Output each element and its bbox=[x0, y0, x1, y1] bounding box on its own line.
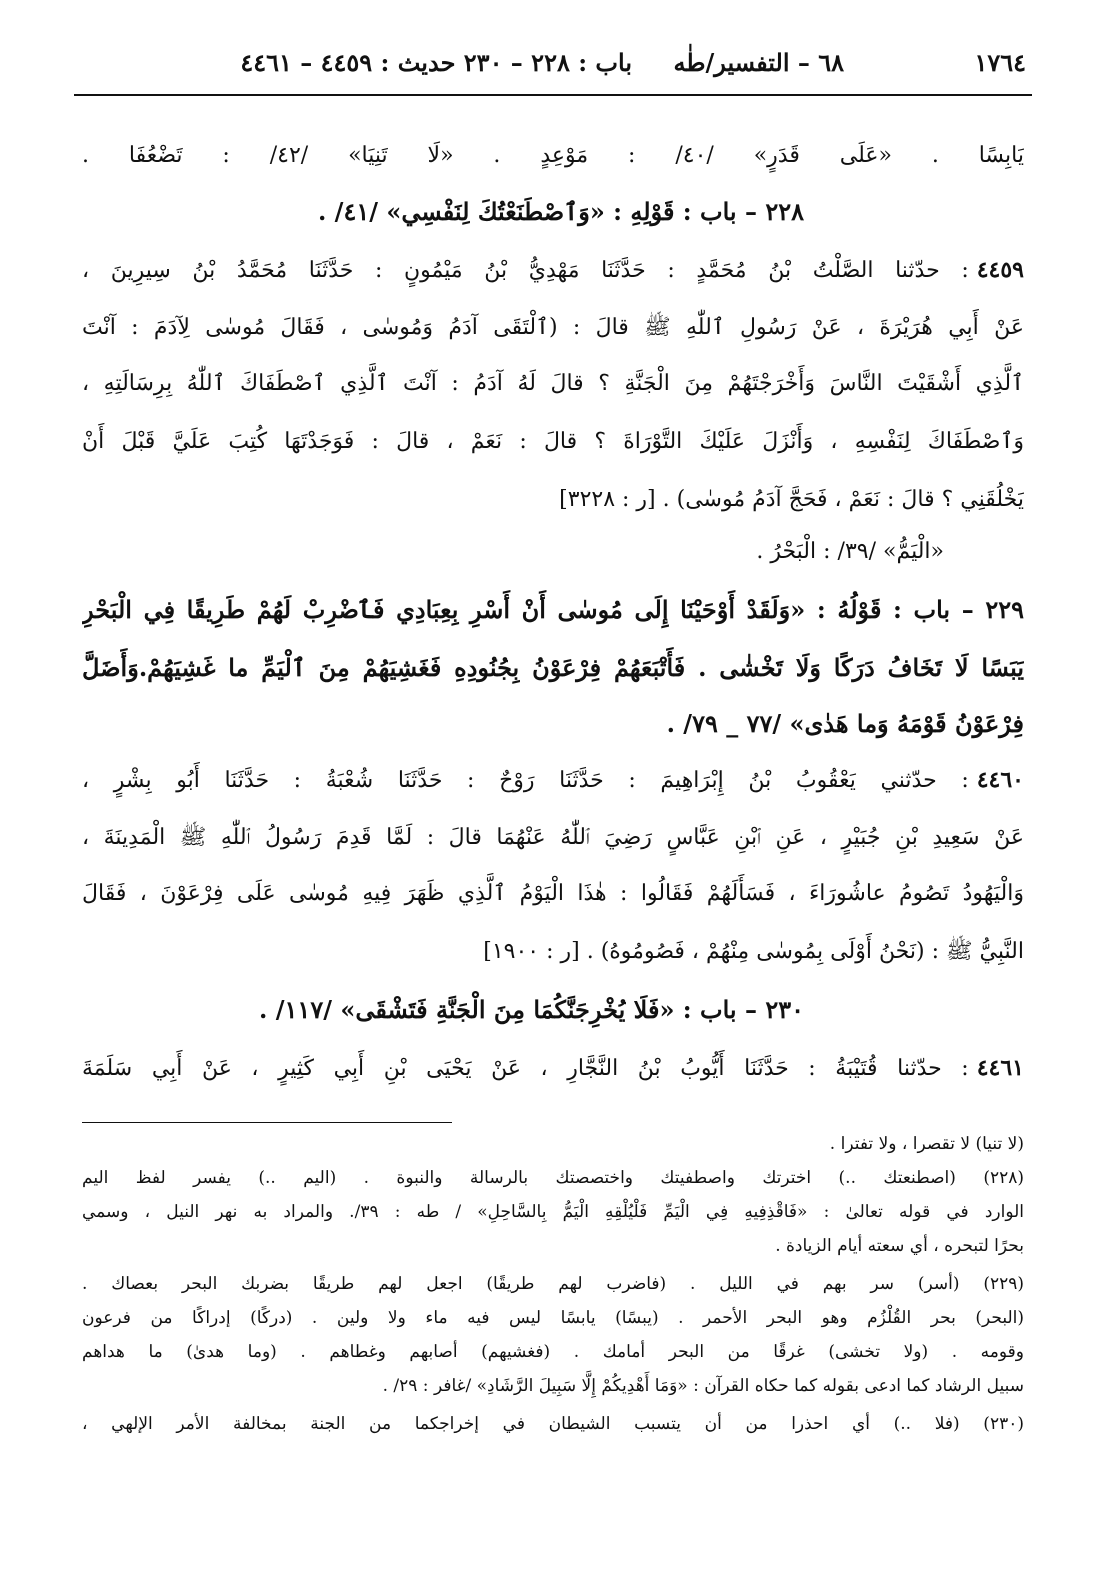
text-line: وَٱصْطَفَاكَ لِنَفْسِهِ ، وَأَنْزَلَ عَلَيْكَ التَّوْرَاةَ ؟ قالَ : نَعَمْ ، قالَ : فَوَجَدْتَهَا كُتِبَ عَلَيَّ قَبْلَ أَنْ bbox=[82, 429, 1024, 454]
footnote-line: وقومه . (ولا تخشى) غرقًا من البحر أمامك . (فغشيهم) أصابهم وغطاهم . (وما هدىٰ) ما هداهم bbox=[82, 1342, 1024, 1362]
footnote-line: سبيل الرشاد كما ادعى بقوله كما حكاه القرآن : «وَمَا أَهْدِيكُمْ إِلَّا سَبِيلَ الرَّشَادِ» /غافر : ٢٩/ . bbox=[382, 1376, 1024, 1396]
chapter-title: ٦٨ – التفسير/طٰه bbox=[673, 48, 844, 77]
hadith-number: ٤٤٦١ bbox=[976, 1055, 1024, 1081]
hadith-4461-line bbox=[82, 1046, 1024, 1090]
hadith-4459-line bbox=[82, 248, 1024, 292]
footnote-divider bbox=[82, 1122, 452, 1123]
bab-228-heading: ٢٢٨ – باب : قَوْلِهِ : «وَٱصْطَنَعْتُكَ لِنَفْسِي» /٤١/ . bbox=[317, 197, 804, 226]
bab-229-heading-cont: يَبَسًا لَا تَخَافُ دَرَكًا وَلَا تَخْشٰى . فَأَتْبَعَهُمْ فِرْعَوْنُ بِجُنُودِهِ فَغَشِيَهُمْ مِنَ ٱلْيَمِّ ما غَشِيَهُمْ.وَأَضَلَّ bbox=[82, 653, 1024, 682]
hadith-text: : حدّثني يَعْقُوبُ بْنُ إِبْرَاهِيمَ : حَدَّثَنَا رَوْحٌ : حَدَّثَنَا شُعْبَةُ : حَدَّثَنَا أَبُو بِشْرٍ ، bbox=[82, 768, 969, 793]
text-line: يَخْلُقَنِي ؟ قالَ : نَعَمْ ، فَحَجَّ آدَمُ مُوسٰى) . [ر : ٣٢٢٨] bbox=[559, 487, 1024, 512]
bab-230-heading: ٢٣٠ – باب : «فَلَا يُخْرِجَنَّكُمَا مِنَ الْجَنَّةِ فَتَشْقَى» /١١٧/ . bbox=[259, 995, 804, 1024]
footnote-line: (٢٢٨) (اصطنعتك ..) اخترتك واصطفيتك واختصصتك بالرسالة والنبوة . (اليم ..) يفسر لفظ اليم bbox=[82, 1168, 1024, 1188]
bab-hadith-range: باب : ٢٢٨ – ٢٣٠ حديث : ٤٤٥٩ – ٤٤٦١ bbox=[240, 48, 632, 77]
footnote-line: (لا تنيا) لا تقصرا ، ولا تفترا . bbox=[829, 1134, 1024, 1154]
text-line: وَالْيَهُودُ تَصُومُ عاشُورَاءَ ، فَسَأَلَهُمْ فَقَالُوا : هٰذَا الْيَوْمُ ٱلَّذِي ظَهَرَ فِيهِ مُوسٰى عَلَى فِرْعَوْنَ ، فَقَالَ bbox=[82, 881, 1024, 906]
page-number: ١٧٦٤ bbox=[974, 48, 1026, 77]
text-line: «الْيَمُّ» /٣٩/ : الْبَحْرُ . bbox=[756, 539, 944, 564]
hadith-number: ٤٤٥٩ bbox=[976, 257, 1024, 283]
footnote-line: الوارد في قوله تعالىٰ : «فَاقْذِفِيهِ فِي الْيَمِّ فَلْيُلْقِهِ الْيَمُّ بِالسَّاحِلِ» / طه : ٣٩/. والمراد به نهر النيل ، وسمي bbox=[82, 1202, 1024, 1222]
hadith-number: ٤٤٦٠ bbox=[976, 767, 1024, 793]
text-line: عَنْ أَبِي هُرَيْرَةَ ، عَنْ رَسُولِ ٱللّٰهِ ﷺ قالَ : (ٱلْتَقَى آدَمُ وَمُوسٰى ، فَقَالَ مُوسٰى لِآدَمَ : آنْتَ bbox=[82, 315, 1024, 340]
hadith-text: : حدّثنا قُتَيْبَةُ : حَدَّثَنَا أَيُّوبُ بْنُ النَّجَّارِ ، عَنْ يَحْيَى بْنِ أَبِي كَثِيرٍ ، عَنْ أَبِي سَلَمَةَ bbox=[82, 1056, 969, 1081]
hadith-text: : حدّثنا الصَّلْتُ بْنُ مُحَمَّدٍ : حَدَّثَنَا مَهْدِيُّ بْنُ مَيْمُونٍ : حَدَّثَنَا مُحَمَّدُ بْنُ سِيرِينَ ، bbox=[82, 258, 969, 283]
text-line: ٱلَّذِي أَشْقَيْتَ النَّاسَ وَأَخْرَجْتَهُمْ مِنَ الْجَنَّةِ ؟ قالَ لَهُ آدَمُ : آنْتَ ٱلَّذِي ٱصْطَفَاكَ ٱللّٰهُ بِرِسَالَتِهِ ، bbox=[82, 371, 1024, 396]
bab-229-heading: ٢٢٩ – باب : قَوْلُهُ : «وَلَقَدْ أَوْحَيْنَا إِلَى مُوسٰى أَنْ أَسْرِ بِعِبَادِي فَٱضْرِبْ لَهُمْ طَرِيقًا فِي الْبَحْرِ bbox=[82, 595, 1024, 624]
main-text bbox=[82, 0, 1024, 1130]
text-line: النَّبِيُّ ﷺ : (نَحْنُ أَوْلَى بِمُوسٰى مِنْهُمْ ، فَصُومُوهُ) . [ر : ١٩٠٠] bbox=[483, 939, 1024, 964]
footnote-line: (البحر) بحر القُلْزُم وهو البحر الأحمر . (يبسًا) يابسًا ليس فيه ماء ولا ولين . (دركًا) إدراكًا من فرعون bbox=[82, 1308, 1024, 1328]
footnote-line: (٢٢٩) (أسر) سر بهم في الليل . (فاضرب لهم طريقًا) اجعل لهم طريقًا بضربك البحر بعصاك . bbox=[82, 1274, 1024, 1294]
hadith-4460-line bbox=[82, 758, 1024, 802]
text-line: يَابِسًا . «عَلَى قَدَرٍ» /٤٠/ : مَوْعِدٍ . «لَا تَنِيَا» /٤٢/ : تَضْعُفَا . bbox=[82, 143, 1024, 168]
bab-229-heading-end: فِرْعَوْنُ قَوْمَهُ وَما هَدٰى» /٧٧ _ ٧٩/ . bbox=[666, 709, 1024, 738]
footnote-line: (٢٣٠) (فلا ..) أي احذرا من أن يتسبب الشيطان في إخراجكما من الجنة بمخالفة الأمر الإلهي ، bbox=[82, 1414, 1024, 1434]
text-line: عَنْ سَعِيدِ بْنِ جُبَيْرٍ ، عَنِ ٱبْنِ عَبَّاسٍ رَضِيَ ٱللّٰهُ عَنْهُمَا قالَ : لَمَّا قَدِمَ رَسُولُ ٱللّٰهِ ﷺ الْمَدِينَةَ ، bbox=[82, 825, 1024, 850]
footnote-line: بحرًا لتبحره ، أي سعته أيام الزيادة . bbox=[775, 1236, 1024, 1256]
